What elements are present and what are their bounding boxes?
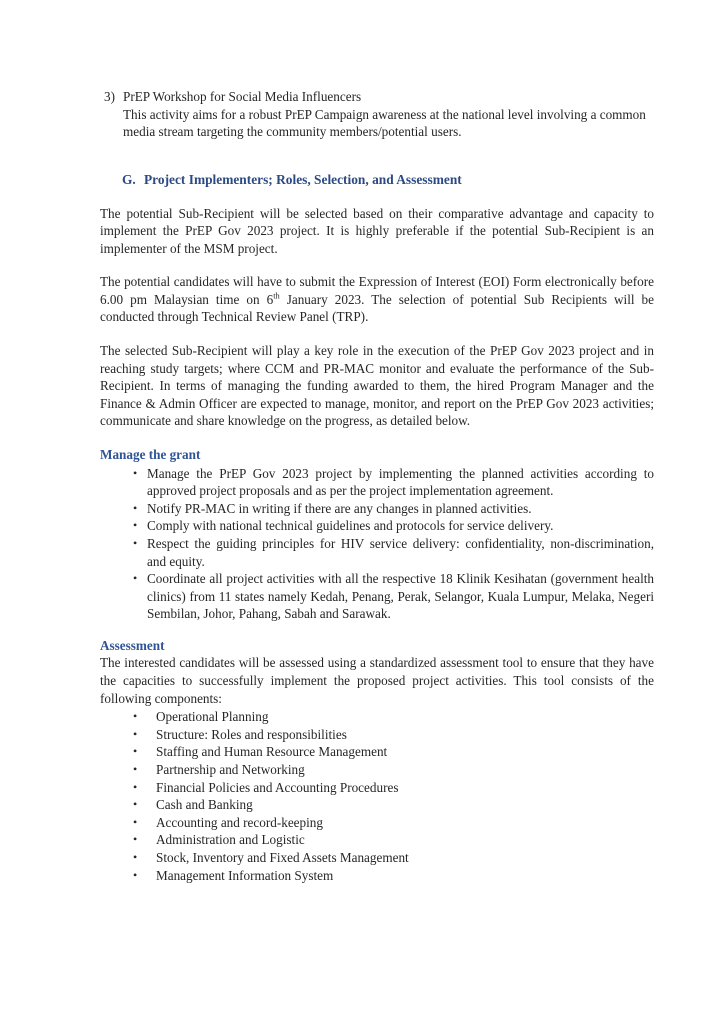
numbered-item-body xyxy=(123,88,654,141)
list-item xyxy=(133,849,654,867)
subheading-assessment: Assessment xyxy=(100,637,165,653)
list-item-text: Accounting and record-keeping xyxy=(156,814,323,830)
manage-the-grant-list xyxy=(100,465,654,623)
eoi-text-part-two: January 2023. The selection of potential Sub Recipients will be conducted through Technical Review Panel (TRP). xyxy=(100,291,654,325)
bullet-icon: • xyxy=(133,814,138,829)
list-item-text: Structure: Roles and responsibilities xyxy=(156,726,347,742)
spacer xyxy=(100,430,654,446)
numbered-list-item xyxy=(100,88,654,141)
spacer xyxy=(100,189,654,205)
list-item xyxy=(133,708,654,726)
eoi-text-part-one: The potential candidates will have to submit the Expression of Interest (EOI) Form electronically before 6.00 pm Malaysian time on 6 xyxy=(100,274,654,307)
list-item xyxy=(133,761,654,779)
list-item xyxy=(133,814,654,832)
bullet-icon: • xyxy=(133,535,138,550)
list-item xyxy=(133,465,654,500)
list-item xyxy=(133,867,654,885)
assessment-components-list xyxy=(100,708,654,884)
list-item xyxy=(133,535,654,570)
bullet-icon: • xyxy=(133,779,138,794)
list-item-text: Operational Planning xyxy=(156,709,269,725)
bullet-icon: • xyxy=(133,761,138,776)
list-item xyxy=(133,570,654,623)
bullet-icon: • xyxy=(133,832,138,847)
page-content xyxy=(100,88,654,884)
spacer xyxy=(100,257,654,273)
list-item-text: Staffing and Human Resource Management xyxy=(156,744,388,760)
bullet-icon: • xyxy=(133,726,138,741)
paragraph-assessment-intro: The interested candidates will be assessed using a standardized assessment tool to ensure that they have the capacities to successfully implement the proposed project activities. This tool consists of the following components: xyxy=(100,655,654,706)
bullet-icon: • xyxy=(133,500,138,515)
bullet-icon: • xyxy=(133,465,138,480)
list-item-text: Notify PR-MAC in writing if there are any changes in planned activities. xyxy=(147,500,532,516)
spacer xyxy=(100,623,654,637)
list-item-text: Partnership and Networking xyxy=(156,761,305,777)
list-number-marker: 3) xyxy=(104,89,115,104)
section-heading-g xyxy=(100,171,654,189)
list-item-text: Management Information System xyxy=(156,867,334,883)
list-item xyxy=(133,517,654,535)
list-item-text: Comply with national technical guidelines and protocols for service delivery. xyxy=(147,518,554,534)
numbered-item-title: PrEP Workshop for Social Media Influencers xyxy=(123,89,362,104)
bullet-icon: • xyxy=(133,797,138,812)
section-title: Project Implementers; Roles, Selection, and Assessment xyxy=(144,171,462,187)
list-item-text: Manage the PrEP Gov 2023 project by implementing the planned activities according to approved project proposals and as per the project implementation agreement. xyxy=(147,465,654,499)
list-item-text: Respect the guiding principles for HIV service delivery: confidentiality, non-discrimination, and equity. xyxy=(147,535,654,569)
subheading-manage-the-grant: Manage the grant xyxy=(100,447,201,463)
list-item-text: Financial Policies and Accounting Procedures xyxy=(156,779,399,795)
bullet-icon: • xyxy=(133,744,138,759)
bullet-icon: • xyxy=(133,849,138,864)
list-item-text: Stock, Inventory and Fixed Assets Management xyxy=(156,849,409,865)
list-item xyxy=(133,743,654,761)
bullet-icon: • xyxy=(133,867,138,882)
bullet-icon: • xyxy=(133,709,138,724)
list-item xyxy=(133,500,654,518)
paragraph-sub-recipient-role: The selected Sub-Recipient will play a key role in the execution of the PrEP Gov 2023 project and in reaching study targets; where CCM and PR-MAC monitor and evaluate the performance of the Sub-Recipient. In terms of managing the funding awarded to them, the hired Program Manager and the Finance & Admin Officer are expected to manage, monitor, and report on the PrEP Gov 2023 activities; communicate and share knowledge on the progress, as detailed below. xyxy=(100,343,654,429)
section-letter: G. xyxy=(122,171,136,187)
numbered-item-description: This activity aims for a robust PrEP Campaign awareness at the national level involving a common media stream targeting the community members/potential users. xyxy=(123,106,646,139)
bullet-icon: • xyxy=(133,518,138,533)
paragraph-selection-criteria: The potential Sub-Recipient will be selected based on their comparative advantage and capacity to implement the PrEP Gov 2023 project. It is highly preferable if the potential Sub-Recipient is an implementer of the MSM project. xyxy=(100,205,654,256)
list-item-text: Coordinate all project activities with all the respective 18 Klinik Kesihatan (government health clinics) from 11 states namely Kedah, Penang, Perak, Selangor, Kuala Lumpur, Melaka, Negeri Sembilan, Johor, Pahang, Sabah and Sarawak. xyxy=(147,571,654,622)
list-item xyxy=(133,796,654,814)
list-item xyxy=(133,726,654,744)
list-item-text: Cash and Banking xyxy=(156,797,253,813)
spacer xyxy=(100,326,654,342)
list-item xyxy=(133,779,654,797)
bullet-icon: • xyxy=(133,571,138,586)
paragraph-eoi-submission xyxy=(100,273,654,326)
list-item-text: Administration and Logistic xyxy=(156,832,305,848)
list-item xyxy=(133,831,654,849)
ordinal-suffix: th xyxy=(273,291,280,301)
